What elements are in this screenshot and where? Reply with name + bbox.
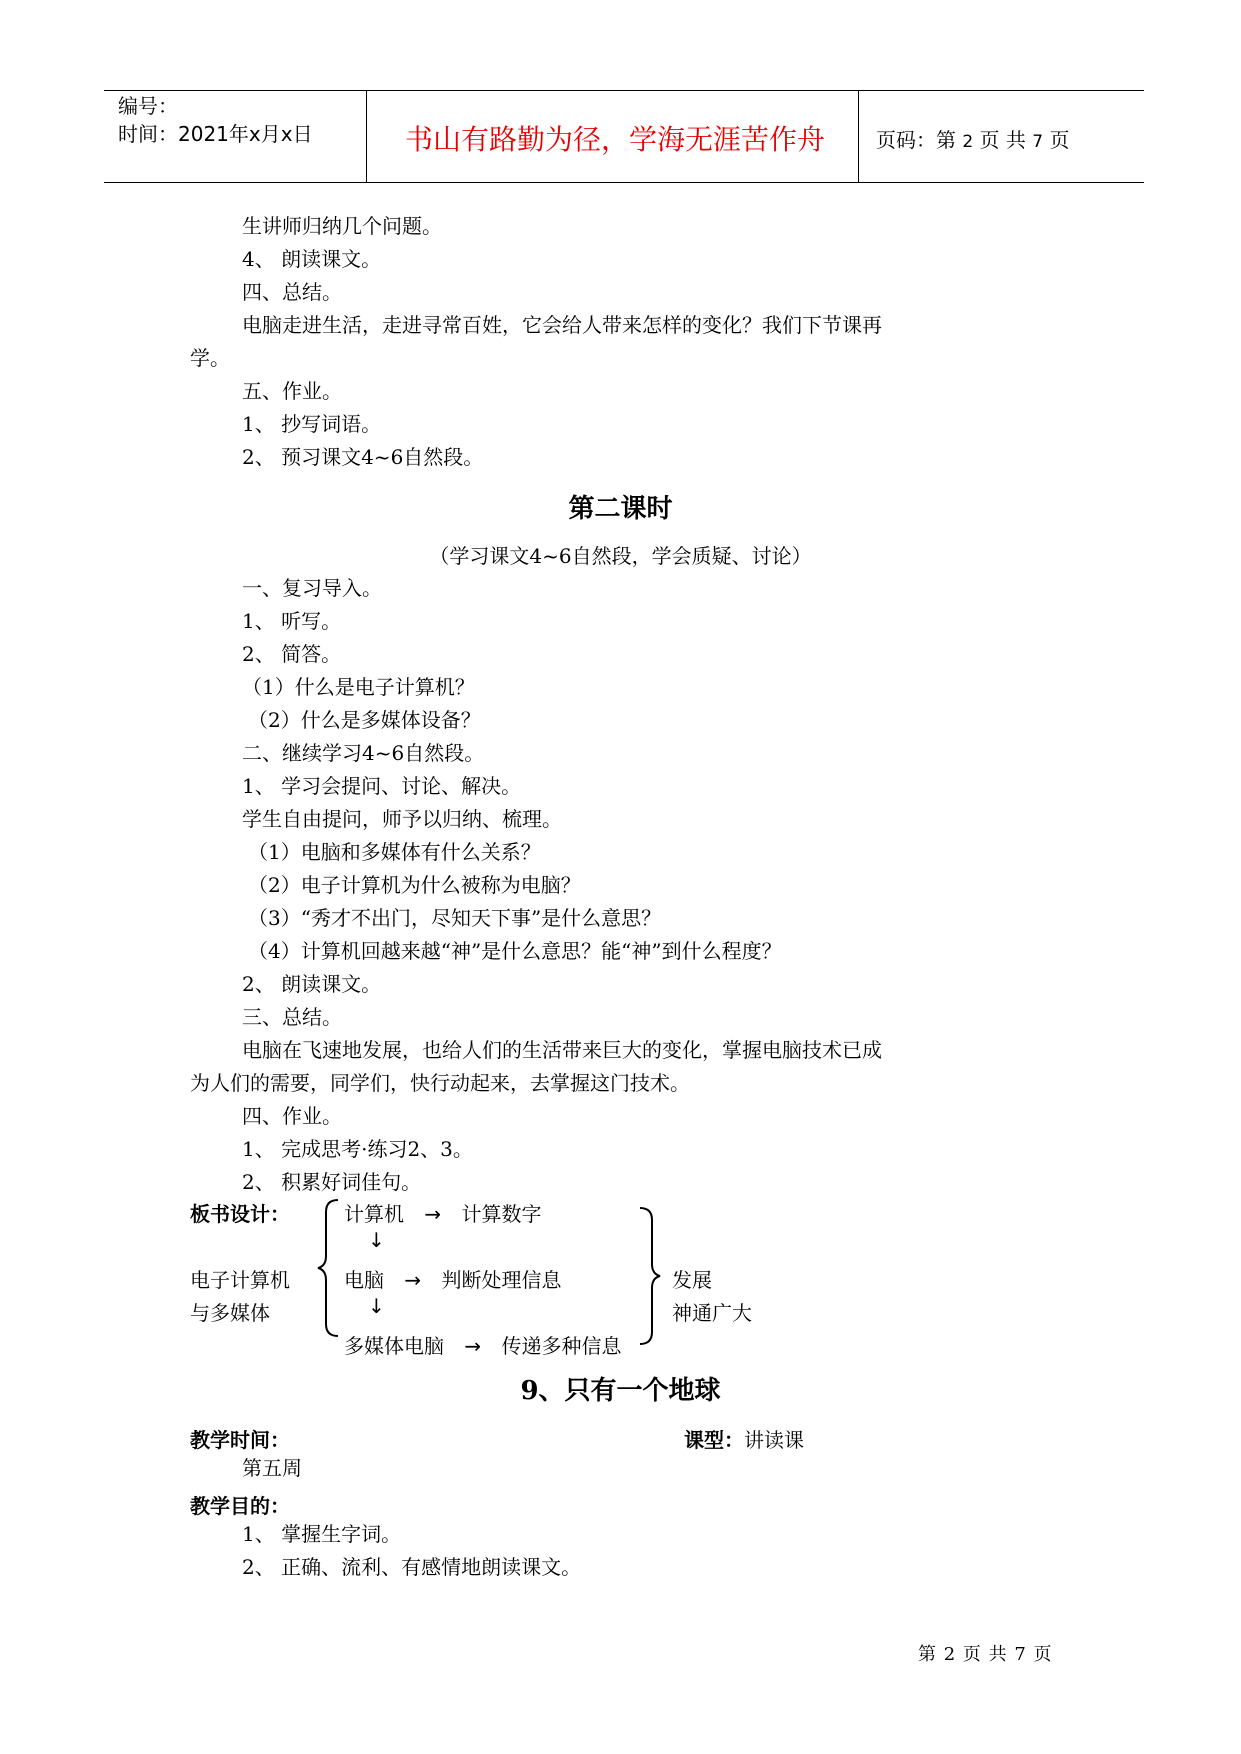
board-row-1 <box>344 1198 541 1227</box>
left-brace <box>316 1198 342 1338</box>
board-row-2 <box>344 1264 561 1293</box>
header-bottom-rule <box>104 182 1144 183</box>
text-line: 4、 朗读课文。 <box>242 247 382 271</box>
teaching-week: 第五周 <box>242 1456 302 1480</box>
text-line: 1、 抄写词语。 <box>242 412 382 436</box>
text-line: （1）什么是电子计算机？ <box>242 675 475 699</box>
text-line: 三、总结。 <box>242 1005 342 1029</box>
text-line: 1、 学习会提问、讨论、解决。 <box>242 774 522 798</box>
time-label: 时间：2021年x月x日 <box>118 122 313 146</box>
text-line: （1）电脑和多媒体有什么关系？ <box>248 840 541 864</box>
board-left-2: 与多媒体 <box>190 1301 270 1325</box>
board-row-3 <box>344 1330 621 1359</box>
right-brace <box>636 1206 662 1346</box>
board-row-3-term: 多媒体电脑 <box>344 1334 444 1358</box>
lesson-title: 9、只有一个地球 <box>520 1376 721 1406</box>
section-heading: 第二课时 <box>568 494 673 524</box>
board-row-1-term: 计算机 <box>344 1202 404 1226</box>
page-code <box>876 124 1069 153</box>
arrow-down-icon: ↓ <box>368 1294 385 1318</box>
text-line: 1、 完成思考·练习2、3。 <box>242 1137 473 1161</box>
lesson-type-value: 讲读课 <box>744 1428 804 1452</box>
page-code-suffix: 页 <box>1049 128 1070 152</box>
board-row-2-desc: 判断处理信息 <box>441 1268 562 1292</box>
page-footer: 第 2 页 共 7 页 <box>918 1644 1053 1665</box>
section-subtitle: （学习课文4~6自然段，学会质疑、讨论） <box>429 544 812 568</box>
text-line: 1、 听写。 <box>242 609 342 633</box>
header-top-rule <box>104 90 1144 91</box>
text-line: 四、总结。 <box>242 280 342 304</box>
board-left-1: 电子计算机 <box>190 1268 290 1292</box>
text-line: 一、复习导入。 <box>242 576 382 600</box>
text-line: 2、 正确、流利、有感情地朗读课文。 <box>242 1555 582 1579</box>
lesson-type <box>684 1424 804 1453</box>
motto: 书山有路勤为径，学海无涯苦作舟 <box>404 123 825 156</box>
board-row-2-term: 电脑 <box>344 1268 384 1292</box>
text-line: 五、作业。 <box>242 379 342 403</box>
teaching-goal-label: 教学目的： <box>190 1494 290 1518</box>
text-line: 二、继续学习4~6自然段。 <box>242 741 485 765</box>
arrow-right-icon: → <box>404 1268 422 1292</box>
header-meta <box>118 92 313 148</box>
arrow-right-icon: → <box>424 1202 442 1226</box>
text-line: （3）“秀才不出门，尽知天下事”是什么意思？ <box>248 906 662 930</box>
text-line: 2、 预习课文4~6自然段。 <box>242 445 484 469</box>
text-line: 1、 掌握生字词。 <box>242 1522 402 1546</box>
text-line: 生讲师归纳几个问题。 <box>242 214 442 238</box>
text-line: （2）什么是多媒体设备？ <box>248 708 481 732</box>
text-line: （2）电子计算机为什么被称为电脑？ <box>248 873 581 897</box>
page-code-prefix: 页码：第 <box>876 128 956 152</box>
text-line: 电脑在飞速地发展，也给人们的生活带来巨大的变化，掌握电脑技术已成 <box>242 1038 882 1062</box>
text-line: 为人们的需要，同学们，快行动起来，去掌握这门技术。 <box>190 1071 690 1095</box>
text-line: 学生自由提问，师予以归纳、梳理。 <box>242 807 562 831</box>
page-code-mid: 页 共 <box>979 128 1026 152</box>
board-row-1-desc: 计算数字 <box>461 1202 542 1226</box>
text-line: 电脑走进生活，走进寻常百姓，它会给人带来怎样的变化？我们下节课再 <box>242 313 882 337</box>
board-right-2: 神通广大 <box>672 1301 752 1325</box>
lesson-type-label: 课型： <box>684 1428 744 1452</box>
text-line: 2、 积累好词佳句。 <box>242 1170 422 1194</box>
text-line: 2、 简答。 <box>242 642 342 666</box>
text-line: 学。 <box>190 346 230 370</box>
number-label: 编号： <box>118 94 178 118</box>
board-right-1: 发展 <box>672 1268 712 1292</box>
teaching-time-label: 教学时间： <box>190 1428 290 1452</box>
page-code-num: 2 <box>962 132 974 152</box>
text-line: 2、 朗读课文。 <box>242 972 382 996</box>
arrow-down-icon: ↓ <box>368 1228 385 1252</box>
page-code-total: 7 <box>1032 132 1044 152</box>
board-label: 板书设计： <box>190 1202 290 1226</box>
text-line: 四、作业。 <box>242 1104 342 1128</box>
header-divider-left <box>366 90 367 183</box>
board-row-3-desc: 传递多种信息 <box>501 1334 622 1358</box>
text-line: （4）计算机回越来越“神”是什么意思？能“神”到什么程度？ <box>248 939 782 963</box>
arrow-right-icon: → <box>464 1334 482 1358</box>
